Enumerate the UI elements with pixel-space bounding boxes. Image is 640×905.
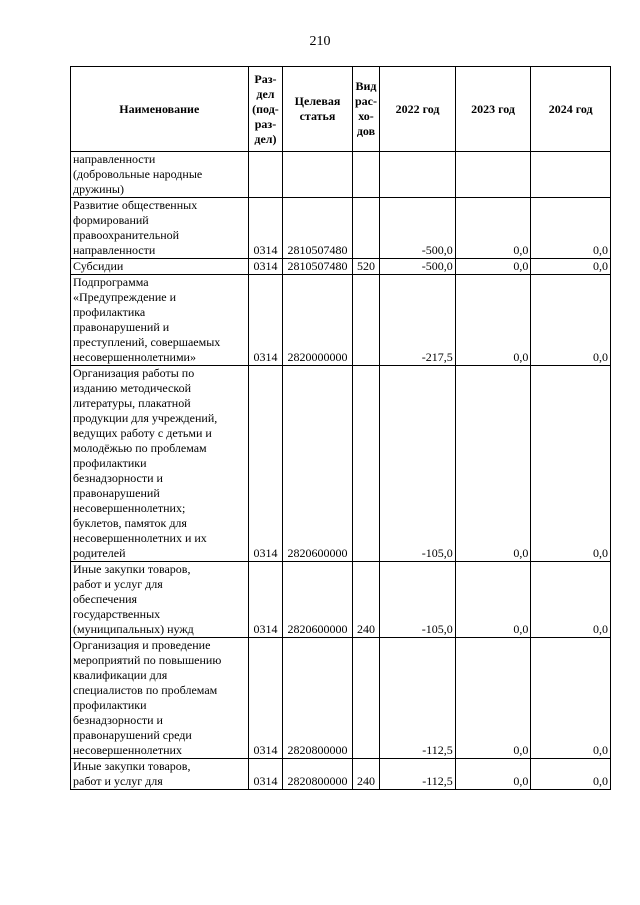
cell-name-line: правонарушений и [73,320,170,334]
table-row [71,259,611,275]
cell-name-line: мероприятий по повышению [73,653,222,667]
cell-2023 [455,152,531,198]
cell-name-line: профилактики [73,698,147,712]
header-kind-line: рас- [354,94,377,108]
cell-name-line: безнадзорности и [73,471,163,485]
table-row [71,638,611,759]
cell-name [71,366,249,562]
cell-target: 2820800000 [283,759,352,790]
cell-name [71,275,249,366]
cell-target: 2810507480 [283,259,352,275]
header-section-line: дел) [254,131,277,146]
table-header-row [71,67,611,152]
cell-name-line: продукции для учреждений, [73,411,218,425]
header-section-line: Раз- [254,71,277,86]
cell-name [71,759,249,790]
cell-name-line: работ и услуг для [73,577,163,591]
cell-name-line: работ и услуг для [73,774,163,788]
cell-name-line: Развитие общественных [73,198,198,212]
cell-name-line: направленности [73,243,156,257]
cell-target: 2810507480 [283,198,352,259]
cell-name-line: преступлений, совершаемых [73,335,221,349]
cell-name-line: направленности [73,152,156,166]
cell-name-line: Иные закупки товаров, [73,759,191,773]
cell-2023: 0,0 [455,638,531,759]
table-body [71,152,611,790]
cell-target [283,152,352,198]
cell-name-line: профилактики [73,456,147,470]
cell-2022: -105,0 [380,562,456,638]
header-2024: 2024 год [531,67,611,152]
cell-2024: 0,0 [531,638,611,759]
header-2023: 2023 год [455,67,531,152]
cell-name-line: Подпрограмма [73,275,149,289]
cell-name-line: литературы, плакатной [73,396,191,410]
header-section-line: дел [256,86,275,101]
header-kind-line: дов [356,124,376,138]
cell-name [71,152,249,198]
table-row [71,275,611,366]
header-target-line: статья [299,109,336,123]
table-row [71,198,611,259]
cell-target: 2820000000 [283,275,352,366]
budget-table [70,66,611,790]
cell-name [71,562,249,638]
cell-name-line: ведущих работу с детьми и [73,426,212,440]
cell-name-line: буклетов, памяток для [73,516,187,530]
cell-kind [352,152,380,198]
header-target-line: Целевая [294,94,341,108]
cell-kind [352,366,380,562]
header-kind [352,67,380,152]
header-section-line: раз- [254,116,277,131]
cell-name-line: специалистов по проблемам [73,683,218,697]
cell-name-line: обеспечения [73,592,138,606]
cell-name-line: «Предупреждение и [73,290,177,304]
cell-name-line: Организация и проведение [73,638,211,652]
cell-name-line: государственных [73,607,161,621]
cell-name-line: несовершеннолетних; [73,501,186,515]
cell-section: 0314 [248,638,283,759]
cell-2024: 0,0 [531,275,611,366]
cell-name-line: Субсидии [73,259,124,273]
cell-2022: -112,5 [380,638,456,759]
cell-section: 0314 [248,759,283,790]
cell-target: 2820800000 [283,638,352,759]
cell-section: 0314 [248,366,283,562]
header-name: Наименование [71,67,249,152]
header-2022: 2022 год [380,67,456,152]
cell-2022: -105,0 [380,366,456,562]
cell-name-line: Организация работы по [73,366,195,380]
cell-target: 2820600000 [283,562,352,638]
cell-2023: 0,0 [455,366,531,562]
header-kind-line: Вид [355,79,377,93]
cell-name [71,259,249,275]
cell-name [71,198,249,259]
cell-2022: -500,0 [380,259,456,275]
cell-2024: 0,0 [531,562,611,638]
header-kind-line: хо- [358,109,374,123]
cell-kind: 520 [352,259,380,275]
cell-name-line: несовершеннолетних и их [73,531,207,545]
cell-name-line: дружины) [73,182,124,196]
table-row [71,759,611,790]
cell-name [71,638,249,759]
cell-name-line: правонарушений [73,486,160,500]
cell-name-line: правоохранительной [73,228,180,242]
cell-2023: 0,0 [455,759,531,790]
cell-2022 [380,152,456,198]
cell-section: 0314 [248,562,283,638]
page-number: 210 [309,34,331,49]
cell-name-line: несовершеннолетних [73,743,182,757]
header-section-line: (под- [252,101,279,116]
cell-section: 0314 [248,198,283,259]
cell-name-line: несовершеннолетними» [73,350,196,364]
cell-kind: 240 [352,759,380,790]
cell-name-line: изданию методической [73,381,192,395]
cell-2024 [531,152,611,198]
cell-name-line: Иные закупки товаров, [73,562,191,576]
cell-name-line: квалификации для [73,668,168,682]
table-row [71,366,611,562]
cell-kind: 240 [352,562,380,638]
cell-2022: -217,5 [380,275,456,366]
cell-section: 0314 [248,259,283,275]
cell-name-line: (добровольные народные [73,167,203,181]
cell-2024: 0,0 [531,366,611,562]
cell-kind [352,275,380,366]
cell-name-line: молодёжью по проблемам [73,441,207,455]
cell-name-line: родителей [73,546,126,560]
cell-2023: 0,0 [455,198,531,259]
cell-name-line: безнадзорности и [73,713,163,727]
header-section [248,67,283,152]
cell-section: 0314 [248,275,283,366]
cell-section [248,152,283,198]
cell-kind [352,638,380,759]
cell-2023: 0,0 [455,562,531,638]
cell-target: 2820600000 [283,366,352,562]
cell-name-line: правонарушений среди [73,728,192,742]
table-row [71,562,611,638]
cell-kind [352,198,380,259]
header-target [283,67,352,152]
cell-2024: 0,0 [531,259,611,275]
cell-2024: 0,0 [531,759,611,790]
cell-2023: 0,0 [455,259,531,275]
cell-name-line: (муниципальных) нужд [73,622,194,636]
cell-name-line: профилактика [73,305,146,319]
cell-2024: 0,0 [531,198,611,259]
cell-name-line: формирований [73,213,149,227]
table-row [71,152,611,198]
cell-2023: 0,0 [455,275,531,366]
cell-2022: -112,5 [380,759,456,790]
cell-2022: -500,0 [380,198,456,259]
